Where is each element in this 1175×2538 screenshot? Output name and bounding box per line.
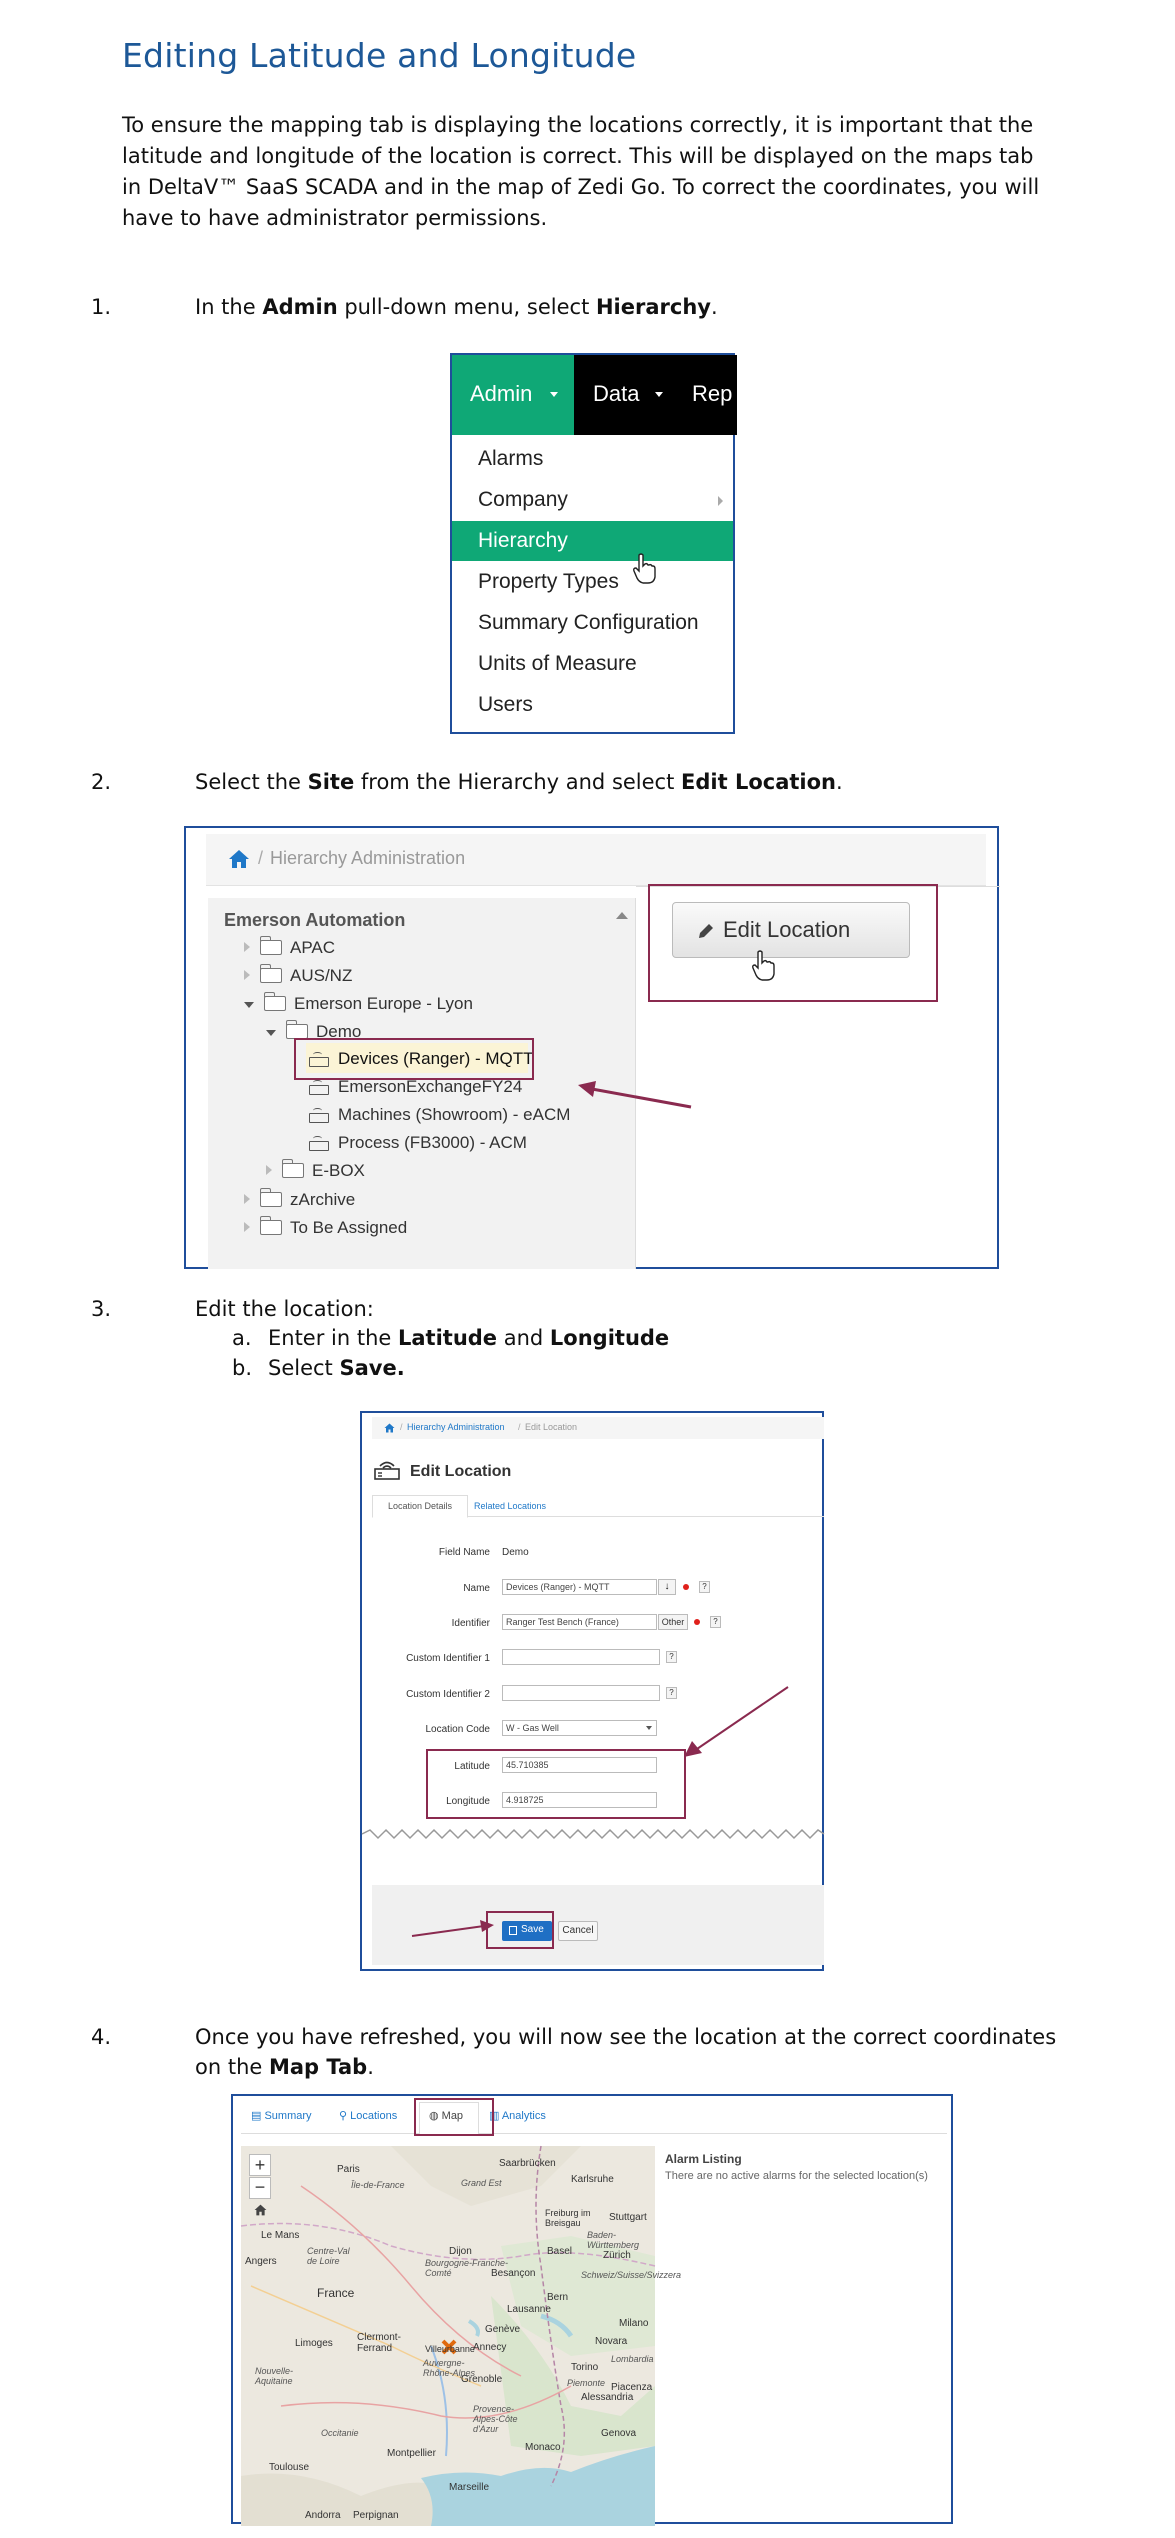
hierarchy-screenshot <box>184 826 999 1269</box>
step-text: In the <box>195 295 263 319</box>
torn-edge-divider <box>362 1829 824 1839</box>
identifier-input[interactable]: Ranger Test Bench (France) <box>502 1614 657 1630</box>
expand-icon[interactable] <box>244 942 250 952</box>
breadcrumb-hierarchy[interactable]: Hierarchy Administration <box>270 848 466 868</box>
device-icon <box>308 1108 328 1122</box>
required-indicator <box>694 1619 700 1625</box>
menu-item-hierarchy[interactable]: Hierarchy <box>452 521 733 561</box>
step-text: Select the <box>195 770 308 794</box>
substep-b <box>232 1353 405 1383</box>
tree-item-demo[interactable]: Demo <box>266 1020 361 1044</box>
custom-identifier-2-input[interactable] <box>502 1685 660 1701</box>
step-bold: Edit Location <box>681 770 836 794</box>
download-icon[interactable]: ↓ <box>658 1579 676 1595</box>
tab-related-locations[interactable]: Related Locations <box>474 1501 547 1511</box>
callout-arrow <box>680 1683 792 1763</box>
longitude-label: Longitude <box>446 1796 490 1807</box>
required-indicator <box>683 1584 689 1590</box>
folder-icon <box>260 1220 282 1235</box>
field-name-value: Demo <box>502 1547 529 1558</box>
step-number: 2. <box>90 770 111 794</box>
identifier-label: Identifier <box>451 1618 490 1629</box>
step-bold: Map Tab <box>268 2055 368 2079</box>
breadcrumb: / Hierarchy Administration / Edit Location <box>372 1417 824 1439</box>
name-input[interactable]: Devices (Ranger) - MQTT <box>502 1579 657 1595</box>
expand-icon[interactable] <box>244 970 250 980</box>
tab-locations[interactable]: ⚲ Locations <box>339 2110 398 2122</box>
zoom-out-button[interactable]: − <box>249 2177 271 2199</box>
help-icon[interactable]: ? <box>666 1687 677 1699</box>
callout-selected-site <box>294 1038 534 1080</box>
map-tab-screenshot <box>231 2094 953 2524</box>
expand-icon[interactable] <box>266 1165 272 1175</box>
latitude-label: Latitude <box>454 1761 490 1772</box>
longitude-input[interactable]: 4.918725 <box>502 1792 657 1808</box>
step-text: Once you have refreshed, you will now see the location at the correct coordinates on the <box>195 2025 1057 2079</box>
folder-icon <box>286 1024 308 1039</box>
substep-text: Enter in the <box>268 1326 398 1350</box>
edit-location-button[interactable] <box>672 902 910 958</box>
tree-item-process-fb3000[interactable]: Process (FB3000) - ACM <box>308 1131 527 1155</box>
alarm-listing-title: Alarm Listing <box>665 2152 742 2166</box>
tab-summary[interactable]: ▤ Summary <box>251 2110 312 2122</box>
alarm-listing-empty-text: There are no active alarms for the selected location(s) <box>665 2170 928 2182</box>
name-label: Name <box>463 1583 490 1594</box>
edit-location-label: Edit Location <box>723 917 851 942</box>
menu-item-users[interactable]: Users <box>478 693 533 716</box>
floppy-icon <box>509 1926 517 1935</box>
folder-icon <box>260 968 282 983</box>
nav-admin-label: Admin <box>470 381 533 406</box>
menu-item-summary-configuration[interactable]: Summary Configuration <box>478 611 699 634</box>
menu-item-company[interactable]: Company <box>478 488 568 511</box>
nav-data[interactable]: Data <box>593 381 640 406</box>
custom-identifier-2-label: Custom Identifier 2 <box>406 1689 490 1700</box>
location-code-select[interactable]: W - Gas Well <box>502 1720 657 1736</box>
step-text: . <box>835 770 843 794</box>
substep-bold: Latitude <box>398 1326 498 1350</box>
callout-arrow <box>410 1918 496 1940</box>
tab-location-details[interactable]: Location Details <box>372 1495 468 1518</box>
expand-icon[interactable] <box>244 1222 250 1232</box>
cancel-button[interactable]: Cancel <box>558 1921 598 1941</box>
substep-a <box>232 1323 669 1353</box>
step-1 <box>90 292 718 322</box>
expand-icon[interactable] <box>244 1194 250 1204</box>
substep-bold: Longitude <box>549 1326 670 1350</box>
callout-arrow <box>576 1073 696 1113</box>
admin-menu-screenshot <box>450 353 735 734</box>
identifier-other-button[interactable]: Other <box>658 1614 688 1630</box>
tab-analytics[interactable]: ▥ Analytics <box>489 2110 546 2122</box>
step-2 <box>90 767 843 797</box>
callout-map-tab <box>414 2098 494 2136</box>
scroll-up-icon[interactable] <box>616 912 628 919</box>
substep-bold: Save. <box>339 1356 405 1380</box>
breadcrumb: / Hierarchy Administration <box>206 834 986 886</box>
hand-cursor-icon <box>751 950 775 982</box>
save-label: Save <box>521 1924 544 1935</box>
folder-icon <box>282 1163 304 1178</box>
substep-text: and <box>497 1326 550 1350</box>
step-text: . <box>710 295 718 319</box>
page-title: Editing Latitude and Longitude <box>122 36 637 75</box>
edit-location-screenshot <box>360 1411 824 1971</box>
step-3 <box>90 1294 374 1324</box>
breadcrumb-edit-location: Edit Location <box>525 1422 578 1432</box>
caret-down-icon <box>550 392 558 397</box>
tree-item-emerson-europe-lyon[interactable]: Emerson Europe - Lyon <box>244 992 473 1016</box>
tree-item-emersonexchangefy24[interactable]: EmersonExchangeFY24 <box>308 1075 522 1099</box>
home-icon[interactable] <box>254 2204 267 2216</box>
help-icon[interactable]: ? <box>710 1616 721 1628</box>
home-icon[interactable] <box>384 1423 395 1433</box>
folder-icon <box>260 940 282 955</box>
location-code-label: Location Code <box>425 1724 490 1735</box>
chevron-down-icon <box>646 1726 652 1730</box>
tree-item-devices-ranger-mqtt[interactable]: Devices (Ranger) - MQTT <box>308 1047 534 1071</box>
field-name-label: Field Name <box>438 1547 490 1558</box>
submenu-arrow-icon <box>718 496 723 506</box>
menu-item-units-of-measure[interactable]: Units of Measure <box>478 652 637 675</box>
step-bold: Admin <box>262 295 338 319</box>
custom-identifier-1-input[interactable] <box>502 1649 660 1665</box>
tree-item-machines-showroom[interactable]: Machines (Showroom) - eACM <box>308 1103 570 1127</box>
zoom-in-button[interactable]: + <box>249 2154 271 2176</box>
step-number: 1. <box>90 295 111 319</box>
step-text: from the Hierarchy and select <box>354 770 682 794</box>
device-icon <box>308 1080 328 1094</box>
step-text: pull-down menu, select <box>337 295 596 319</box>
device-icon <box>374 1459 400 1481</box>
edit-location-heading: Edit Location <box>410 1463 512 1480</box>
breadcrumb-hierarchy[interactable]: Hierarchy Administration <box>407 1422 505 1432</box>
tree-item-to-be-assigned[interactable]: To Be Assigned <box>244 1216 407 1240</box>
latitude-input[interactable]: 45.710385 <box>502 1757 657 1773</box>
step-bold: Site <box>307 770 355 794</box>
menu-item-property-types[interactable]: Property Types <box>478 570 619 593</box>
substep-letter: b. <box>232 1356 253 1380</box>
folder-icon <box>260 1192 282 1207</box>
nav-admin[interactable] <box>452 355 574 435</box>
menu-item-alarms[interactable]: Alarms <box>478 447 544 470</box>
custom-identifier-1-label: Custom Identifier 1 <box>406 1653 490 1664</box>
caret-down-icon <box>655 392 663 397</box>
folder-icon <box>264 996 286 1011</box>
collapse-icon[interactable] <box>266 1030 276 1036</box>
map-view[interactable]: + − Paris Saarbrücken Karlsruhe Stuttgart Freiburg im Breisgau Basel Zürich Le Mans France Dijon Besançon Bern Lausanne Genève Limoges Clermont-Ferrand Villeurbanne Annecy Grenoble Torino Novara Milano Piacenza Alessandria Genova Montpellier Monaco Toulouse Marseille Andorra Grand Est Centre-Val de Loire Bourgogne-Franche-Comté Schweiz/Suisse/Svizzera Nouvelle-Aquitaine Auvergne-Rhône-Alpes Occitanie Provence-Alpes-Côte d'Azur Piemonte Lombardia Île-de-France Baden-Württemberg Angers Perpignan <box>241 2146 655 2526</box>
tree-item-aus-nz[interactable]: AUS/NZ <box>244 964 352 988</box>
collapse-icon[interactable] <box>244 1002 254 1008</box>
step-bold: Hierarchy <box>595 295 711 319</box>
step-number: 4. <box>90 2025 111 2049</box>
help-icon[interactable]: ? <box>699 1581 710 1593</box>
hand-cursor-icon <box>632 553 656 585</box>
pencil-icon <box>697 922 715 940</box>
nav-reports[interactable]: Rep <box>692 381 733 406</box>
step-number: 3. <box>90 1297 111 1321</box>
intro-paragraph: To ensure the mapping tab is displaying the locations correctly, it is important that the latitude and longitude of the location is correct. This will be displayed on the maps tab in DeltaV™ SaaS SCADA and in the map of Zedi Go. To correct the coordinates, you will have to have administrator permissions. <box>122 113 1040 230</box>
tree-item-apac[interactable]: APAC <box>244 936 335 960</box>
save-button[interactable] <box>502 1921 552 1941</box>
substep-letter: a. <box>232 1326 252 1350</box>
tree-root[interactable]: Emerson Automation <box>224 910 406 930</box>
help-icon[interactable]: ? <box>666 1651 677 1663</box>
step-text: Edit the location: <box>195 1297 374 1321</box>
tree-item-e-box[interactable]: E-BOX <box>266 1159 365 1183</box>
substep-text: Select <box>268 1356 340 1380</box>
step-text: . <box>367 2055 374 2079</box>
tab-map[interactable]: ◍ Map <box>429 2110 464 2122</box>
step-4 <box>90 2022 1075 2082</box>
home-icon[interactable] <box>228 849 250 869</box>
tree-item-zarchive[interactable]: zArchive <box>244 1188 355 1212</box>
device-icon <box>308 1136 328 1150</box>
